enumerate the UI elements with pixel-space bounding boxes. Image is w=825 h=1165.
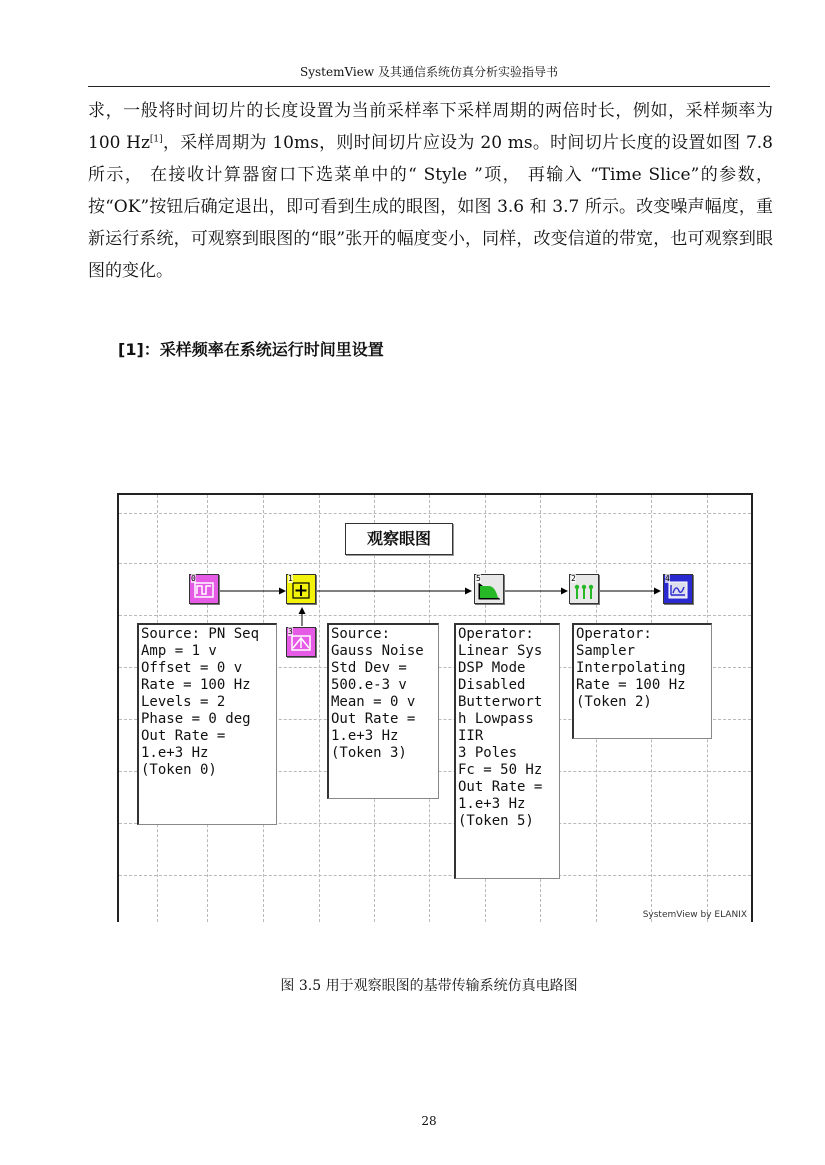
info-line: Operator: (576, 626, 652, 642)
info-line: DSP Mode (458, 660, 526, 676)
footnote-ref: [1] (149, 134, 163, 145)
info-line: 500.e-3 v (331, 677, 407, 693)
info-line: IIR (458, 728, 484, 744)
token-number: 3 (288, 627, 293, 636)
info-line: Std Dev = (331, 660, 407, 676)
token-number: 0 (191, 574, 196, 583)
info-line: Out Rate = (331, 711, 416, 727)
info-line: Amp = 1 v (141, 643, 217, 659)
info-line: Out Rate = (141, 728, 226, 744)
info-line: Out Rate = (458, 779, 543, 795)
info-line: Rate = 100 Hz (576, 677, 686, 693)
token-adder[interactable] (286, 574, 316, 604)
token-number: 2 (571, 574, 576, 583)
info-line: 1.e+3 Hz (141, 745, 209, 761)
info-line: (Token 0) (141, 762, 217, 778)
info-line: 1.e+3 Hz (458, 796, 526, 812)
body-text-b: ，采样周期为 10ms，则时间切片应设为 20 ms。时间切片长度的设置如图 7.8 所示， 在接收计算器窗口下选菜单中的“ Style ”项， 再输入 “Time Slice”的参数，按“OK”按钮后确定退出，即可看到生成的眼图，如图 3.6 和 3.7 所示。改变噪声幅度，重新运行系统，可观察到眼图的“眼”张开的幅度变小，同样，改变信道的带宽，也可观察到眼图的变化。 (88, 133, 773, 281)
info-line: (Token 3) (331, 745, 407, 761)
footnote-text: [1]：采样频率在系统运行时间里设置 (118, 340, 384, 359)
info-line: Offset = 0 v (141, 660, 243, 676)
info-line: (Token 5) (458, 813, 534, 829)
token-gauss-noise[interactable] (286, 627, 316, 657)
info-line: Source: PN Seq (141, 626, 260, 642)
token-sampler[interactable] (569, 574, 599, 604)
info-line: Rate = 100 Hz (141, 677, 251, 693)
token-eye-sink[interactable] (663, 574, 693, 604)
info-line: Operator: (458, 626, 534, 642)
token-number: 5 (476, 574, 481, 583)
info-line: Disabled (458, 677, 526, 693)
info-line: Butterwort (458, 694, 543, 710)
token-number: 4 (665, 574, 670, 583)
token-pn-source[interactable] (189, 574, 219, 604)
info-line: (Token 2) (576, 694, 652, 710)
body-text-a: 求，一般将时间切片的长度设置为当前采样率下采样周期的两倍时长，例如，采样频率为 100 Hz (88, 101, 773, 153)
info-line: Phase = 0 deg (141, 711, 251, 727)
token-number: 1 (288, 574, 293, 583)
header-rule (88, 86, 770, 87)
info-box-sampler (572, 623, 712, 739)
circuit-figure (117, 493, 753, 922)
info-line: Linear Sys (458, 643, 543, 659)
figure-caption: 图 3.5 用于观察眼图的基带传输系统仿真电路图 (280, 978, 578, 994)
info-line: Fc = 50 Hz (458, 762, 543, 778)
body-paragraph (88, 95, 773, 287)
info-box-pn-source (137, 623, 277, 825)
info-line: 1.e+3 Hz (331, 728, 399, 744)
info-box-gauss-noise (327, 623, 439, 799)
info-line: Levels = 2 (141, 694, 226, 710)
info-line: h Lowpass (458, 711, 534, 727)
info-line: Sampler (576, 643, 636, 659)
info-line: Mean = 0 v (331, 694, 416, 710)
info-box-filter (454, 623, 560, 879)
info-line: Source: (331, 626, 391, 642)
figure-title: 观察眼图 (345, 523, 453, 555)
info-line: Interpolating (576, 660, 686, 676)
info-line: 3 Poles (458, 745, 518, 761)
running-header: SystemView 及其通信系统仿真分析实验指导书 (300, 65, 558, 79)
page-number: 28 (421, 1114, 437, 1128)
info-line: Gauss Noise (331, 643, 424, 659)
watermark: SystemView by ELANIX (642, 910, 747, 920)
token-lowpass-filter[interactable] (474, 574, 504, 604)
